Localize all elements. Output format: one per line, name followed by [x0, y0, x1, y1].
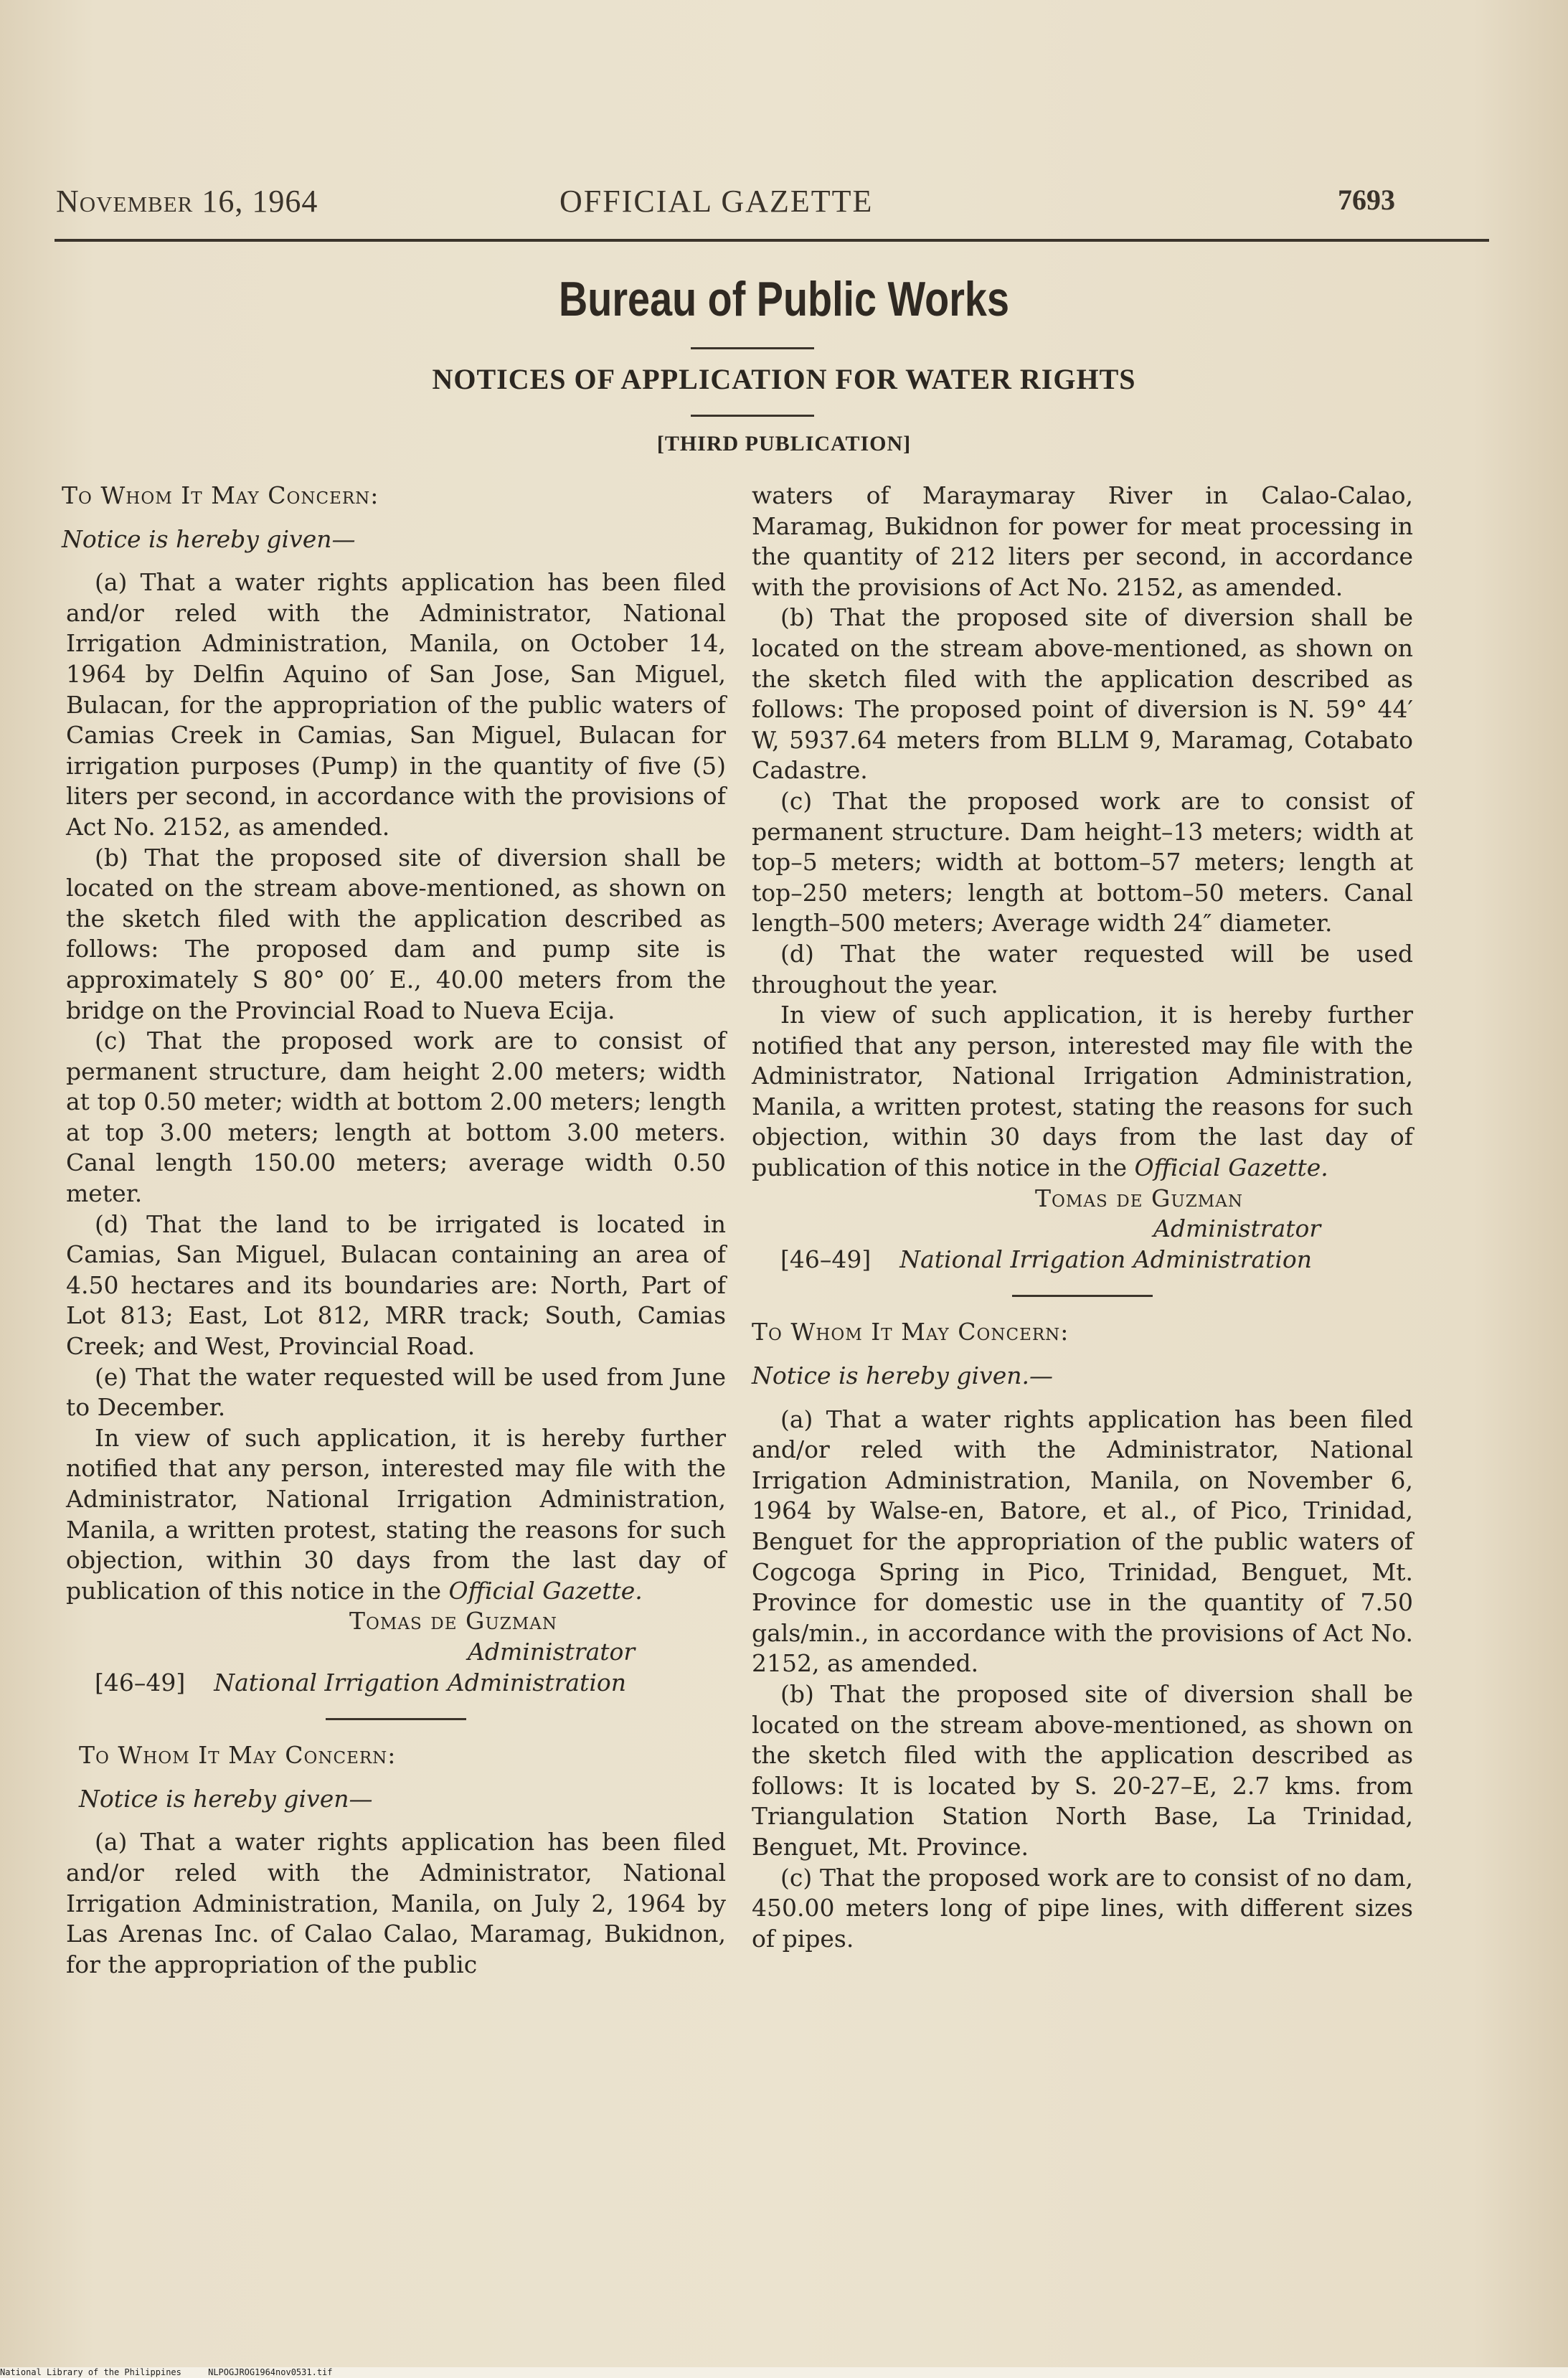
notice-2-para-d: (d) That the water requested will be used throughout the year.: [752, 939, 1413, 999]
notice-1-para-b: (b) That the proposed site of diversion shall be located on the stream above-mentioned, as shown on the sketch filed with the application described as follows: The proposed dam and pump site is approximately S 80° 00′ E., 40.00 meters from the bridge on the Provincial Road to Nueva Ecija.: [66, 843, 726, 1024]
notice-1-closing-gazette: Official Gazette.: [448, 1576, 643, 1605]
publication-name: OFFICIAL GAZETTE: [559, 184, 874, 219]
notice-2-para-c: (c) That the proposed work are to consist of permanent structure. Dam height–13 meters; width at top–5 meters; width at bottom–57 meters; length at top–250 meters; length at bottom–50 meters. Canal length–500 meters; Average width 24″ diameter.: [752, 786, 1413, 938]
notice-2-agency: National Irrigation Administration: [899, 1245, 1312, 1273]
notice-1-para-e: (e) That the water requested will be used from June to December.: [66, 1362, 726, 1422]
notice-2-signer-title: Administrator: [1153, 1214, 1321, 1243]
issue-date: November 16, 1964: [56, 184, 318, 219]
publication-note: [THIRD PUBLICATION]: [656, 432, 912, 456]
notice-1-signer-title: Administrator: [468, 1637, 636, 1666]
notice-1-given: Notice is hereby given—: [62, 524, 356, 553]
notice-2-signer: Tomas de Guzman: [1035, 1184, 1244, 1212]
page-number: 7693: [1338, 184, 1395, 216]
notice-1-signer: Tomas de Guzman: [349, 1607, 558, 1636]
notice-2-closing-text: In view of such application, it is hereby further notified that any person, interested may file with the Administrator, National Irrigation Administration, Manila, a written protest, stating the reasons for such objection, within 30 days from the last day of publication of this notice in the: [752, 1001, 1413, 1182]
footer-file: NLPOGJROG1964nov0531.tif: [208, 2367, 333, 2377]
scan-footer: [0, 2367, 1568, 2378]
title-rule: [691, 347, 814, 349]
notice-2-para-b: (b) That the proposed site of diversion shall be located on the stream above-mentioned, as shown on the sketch filed with the application described as follows: The proposed point of diversion is N. 59° 44′ W, 5937.64 meters from BLLM 9, Maramag, Cotabato Cadastre.: [752, 603, 1413, 785]
notice-2-closing-gazette: Official Gazette.: [1134, 1153, 1328, 1182]
left-column: [62, 481, 726, 1980]
notice-1-para-c: (c) That the proposed work are to consist of permanent structure, dam height 2.00 meters; width at top 0.50 meter; width at bottom 2.00 meters; length at top 3.00 meters; length at bottom 3.00 meters. Canal length 150.00 meters; average width 0.50 meter.: [66, 1027, 726, 1208]
notice-3-para-c: (c) That the proposed work are to consist of no dam, 450.00 meters long of pipe lines, with different sizes of pipes.: [752, 1863, 1413, 1953]
notice-3-para-b: (b) That the proposed site of diversion shall be located on the stream above-mentioned, as shown on the sketch filed with the application described as follows: It is located by S. 20-27–E, 2.7 kms. from Triangulation Station North Base, La Trinidad, Benguet, Mt. Province.: [752, 1679, 1413, 1861]
subtitle-rule: [691, 415, 814, 417]
notice-1-ref: [46–49]: [95, 1668, 186, 1697]
notice-1-agency: National Irrigation Administration: [214, 1668, 626, 1697]
notice-1-addressee: To Whom It May Concern:: [62, 481, 379, 509]
notice-2-addressee: To Whom It May Concern:: [79, 1741, 397, 1770]
notice-1-para-d: (d) That the land to be irrigated is located in Camias, San Miguel, Bulacan containing an area of 4.50 hectares and its boundaries are: North, Part of Lot 813; East, Lot 812, MRR track; South, Camias Creek; and West, Provincial Road.: [66, 1209, 726, 1361]
notice-1-closing-text: In view of such application, it is hereby further notified that any person, interested may file with the Administrator, National Irrigation Administration, Manila, a written protest, stating the reasons for such objection, within 30 days from the last day of publication of this notice in the: [66, 1423, 726, 1605]
notice-2-para-a: (a) That a water rights application has been filed and/or reled with the Administrator, National Irrigation Administration, Manila, on July 2, 1964 by Las Arenas Inc. of Calao Calao, Maramag, Bukidnon, for the appropriation of the public: [66, 1828, 726, 1978]
header-rule: [55, 239, 1489, 242]
notice-2-given: Notice is hereby given—: [79, 1784, 373, 1813]
page-title: Bureau of Public Works: [559, 272, 1009, 326]
notice-1-para-a: (a) That a water rights application has been filed and/or reled with the Administrator, National Irrigation Administration, Manila, on October 14, 1964 by Delfin Aquino of San Jose, San Miguel, Bulacan, for the appropriation of the public waters of Camias Creek in Camias, San Miguel, Bulacan for irrigation purposes (Pump) in the quantity of five (5) liters per second, in accordance with the provisions of Act No. 2152, as amended.: [66, 568, 726, 841]
notice-2-sig-line: [752, 1245, 1413, 1275]
section-subtitle: NOTICES OF APPLICATION FOR WATER RIGHTS: [432, 363, 1136, 395]
right-column: [752, 481, 1413, 1954]
notice-2-closing: [752, 1000, 1413, 1184]
notice-1-closing: [66, 1423, 726, 1607]
notice-2-para-a-cont: waters of Maraymaray River in Calao-Calao, Maramag, Bukidnon for power for meat processing in the quantity of 212 liters per second, in accordance with the provisions of Act No. 2152, as amended.: [752, 481, 1413, 601]
notice-2-ref: [46–49]: [780, 1245, 872, 1273]
notice-3-addressee: To Whom It May Concern:: [752, 1318, 1069, 1346]
footer-library: National Library of the Philippines: [0, 2367, 181, 2377]
notice-1-sig-line: [66, 1668, 726, 1699]
notice-3-para-a: (a) That a water rights application has been filed and/or reled with the Administrator, National Irrigation Administration, Manila, on November 6, 1964 by Walse-en, Batore, et al., of Pico, Trinidad, Benguet for the appropriation of the public waters of Cogcoga Spring in Pico, Trinidad, Benguet, Mt. Province for domestic use in the quantity of 7.50 gals/min., in accordance with the provisions of Act No. 2152, as amended.: [752, 1405, 1413, 1678]
notice-3-given: Notice is hereby given.—: [752, 1362, 1053, 1390]
